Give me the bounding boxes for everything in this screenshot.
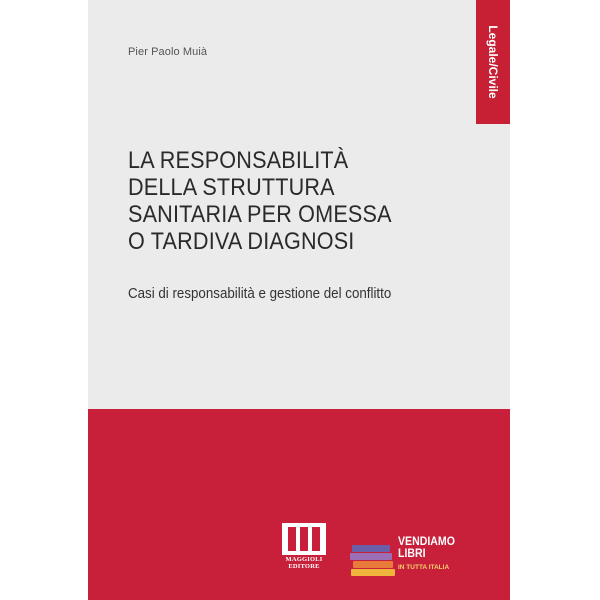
title-line: DELLA STRUTTURA <box>128 174 335 201</box>
title-line: SANITARIA PER OMESSA <box>128 201 392 228</box>
series-tab <box>476 0 510 124</box>
title-line: O TARDIVA DIAGNOSI <box>128 228 355 255</box>
book-title <box>128 147 425 255</box>
author-name: Pier Paolo Muià <box>128 46 208 58</box>
title-line: LA RESPONSABILITÀ <box>128 147 349 174</box>
vendiamo-libri-badge <box>350 535 470 585</box>
red-band <box>88 409 510 600</box>
publisher-logo <box>278 523 330 571</box>
maggioli-mark-icon <box>282 523 326 555</box>
book-subtitle: Casi di responsabilità e gestione del conflitto <box>128 286 392 302</box>
publisher-name: MAGGIOLI EDITORE <box>285 556 323 570</box>
series-label: Legale/Civile <box>486 25 500 99</box>
book-stack-icon <box>350 545 396 581</box>
badge-tagline: IN TUTTA ITALIA <box>398 564 450 571</box>
badge-text: VENDIAMO LIBRI <box>398 534 455 560</box>
book-cover <box>88 0 510 600</box>
